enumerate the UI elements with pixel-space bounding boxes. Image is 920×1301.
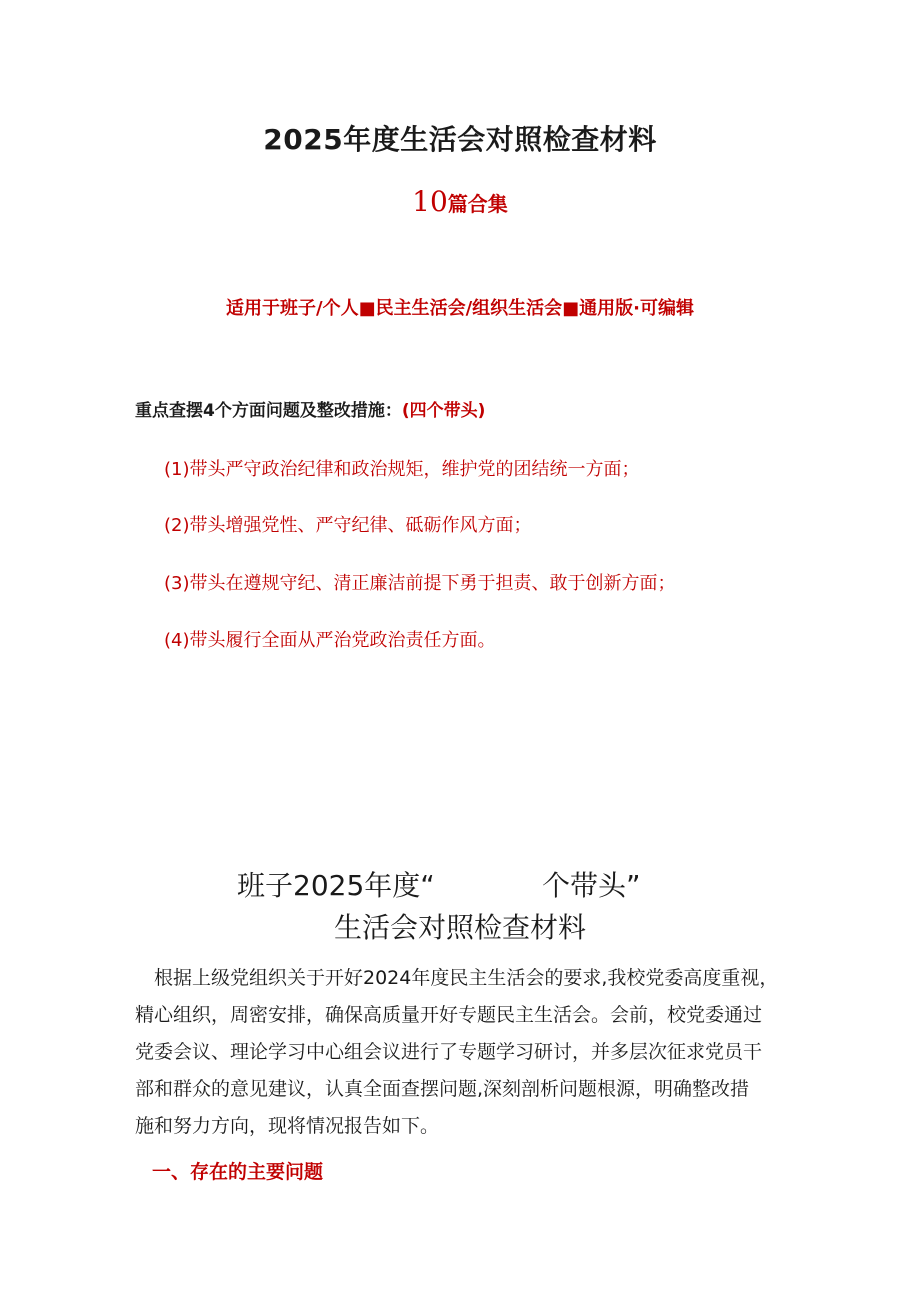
focus-intro	[135, 396, 485, 421]
subtitle-number: 10	[412, 185, 448, 218]
subtitle-text: 篇合集	[447, 192, 508, 216]
paragraph-line: 部和群众的意见建议，认真全面查摆问题,深刻剖析问题根源，明确整改措	[135, 1078, 750, 1100]
section-heading: 一、存在的主要问题	[152, 1161, 324, 1183]
collection-subtitle	[0, 185, 920, 218]
paragraph-line: 精心组织，周密安排，确保高质量开好专题民主生活会。会前，校党委通过	[135, 1004, 763, 1026]
intro-paragraph	[135, 960, 815, 1145]
section-title-part-2: 个带头”	[542, 869, 641, 902]
usage-tagline: 适用于班子/个人■民主生活会/组织生活会■通用版·可编辑	[226, 298, 694, 319]
focus-prefix: 重点查摆4个方面问题及整改措施：	[135, 401, 402, 421]
section-title-line-2: 生活会对照检查材料	[333, 911, 586, 944]
paragraph-line: 党委会议、理论学习中心组会议进行了专题学习研讨，并多层次征求党员干	[135, 1041, 763, 1063]
focus-point: (4)带头履行全面从严治党政治责任方面。	[164, 630, 496, 651]
paragraph-line: 施和努力方向，现将情况报告如下。	[135, 1115, 440, 1137]
focus-point: (3)带头在遵规守纪、清正廉洁前提下勇于担责、敢于创新方面；	[164, 573, 676, 594]
section-title-part-1: 班子2025年度“	[237, 869, 435, 902]
focus-highlight: (四个带头)	[401, 401, 486, 421]
paragraph-line: 根据上级党组织关于开好2024年度民主生活会的要求,我校党委高度重视，	[154, 967, 779, 989]
document-title: 2025年度生活会对照检查材料	[263, 123, 657, 156]
focus-point: (1)带头严守政治纪律和政治规矩，维护党的团结统一方面；	[164, 459, 640, 480]
focus-point: (2)带头增强党性、严守纪律、砥砺作风方面；	[164, 515, 532, 536]
